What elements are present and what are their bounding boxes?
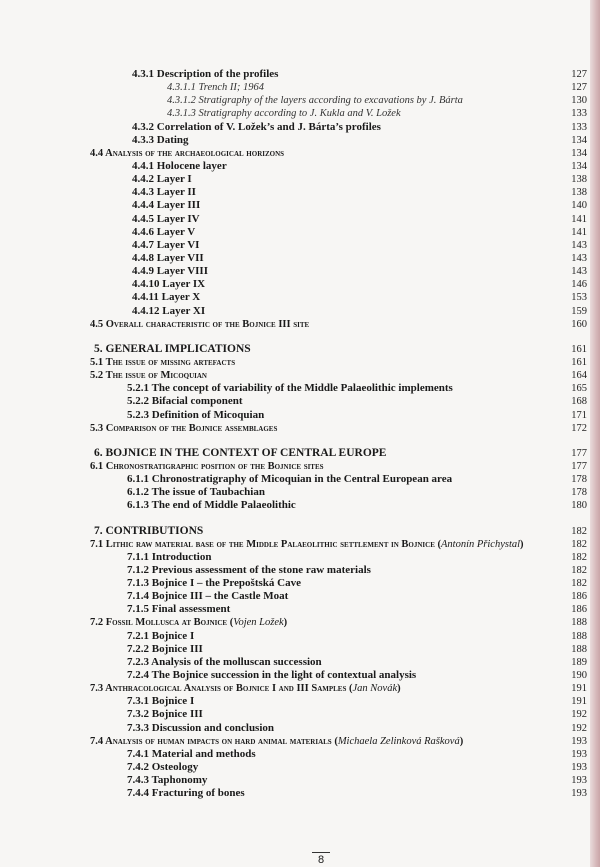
toc-entry-number: 6.1.2 (127, 486, 149, 499)
toc-entry (0, 603, 590, 616)
toc-entry-number: 5.2.2 (127, 395, 149, 408)
toc-entry-number: 4.4.5 (132, 212, 154, 225)
toc-entry-text: Definition of Micoquian (151, 408, 265, 421)
toc-entry-title (127, 748, 256, 761)
toc-entry (0, 395, 590, 408)
toc-entry-title (90, 460, 324, 473)
toc-entry (0, 226, 590, 239)
toc-entry (0, 643, 590, 656)
toc-entry-page: 192 (571, 722, 587, 734)
toc-entry-title (127, 761, 198, 774)
toc-entry-title (127, 486, 265, 499)
toc-entry-page: 127 (571, 69, 587, 80)
toc-entry-text: Dating (156, 133, 189, 146)
toc-entry-number: 7.3.3 (127, 721, 149, 734)
toc-entry-title (90, 147, 284, 160)
toc-entry-number: 4.4.4 (132, 199, 154, 212)
toc-entry-page: 186 (571, 604, 587, 616)
toc-entry-title (127, 695, 194, 708)
toc-entry (0, 525, 590, 538)
toc-entry-text: The issue of Micoquian (105, 370, 207, 382)
toc-entry-title (127, 774, 207, 787)
toc-entry-text: Trench II; 1964 (198, 82, 265, 94)
toc-entry (0, 186, 590, 199)
toc-entry-title (127, 603, 230, 616)
toc-entry-number: 6. (94, 446, 103, 459)
toc-entry (0, 656, 590, 669)
toc-entry (0, 278, 590, 291)
toc-entry-title (127, 669, 416, 682)
toc-entry-title (127, 564, 371, 577)
toc-entry-number: 4.3.1.3 (167, 108, 196, 120)
toc-entry-page: 161 (571, 356, 587, 368)
toc-entry-text: Overall characteristic of the Bojnice III site (105, 318, 310, 330)
toc-entry-title (90, 356, 235, 369)
toc-entry-page: 143 (571, 252, 587, 264)
toc-entry-page: 182 (571, 564, 587, 576)
toc-entry-number: 5.2 (90, 370, 104, 382)
toc-entry-number: 4.3.1.1 (167, 82, 196, 94)
toc-entry-page: 141 (571, 226, 587, 238)
toc-entry-page: 153 (571, 292, 587, 304)
toc-entry-page: 138 (571, 187, 587, 199)
toc-entry-title: 7.4 Analysis of human impacts on hard animal materials (Michaela Zelinková Rašková) (90, 735, 464, 747)
toc-entry-title (127, 395, 243, 408)
toc-entry (0, 265, 590, 278)
toc-entry-number: 5.3 (90, 422, 104, 434)
toc-entry-number: 7.4.3 (127, 774, 149, 787)
toc-entry (0, 564, 590, 577)
toc-entry-text: Final assessment (151, 603, 231, 616)
toc-entry-number: 5. (94, 342, 103, 355)
toc-entry-title (132, 265, 208, 278)
toc-entry (0, 173, 590, 186)
toc-entry-text: CONTRIBUTIONS (105, 524, 204, 537)
toc-entry (0, 160, 590, 173)
toc-entry-number: 6.1.1 (127, 473, 149, 486)
toc-entry-page: 188 (571, 617, 587, 629)
toc-entry (0, 473, 590, 486)
toc-entry-title: 7.3 Anthracological Analysis of Bojnice I and III Samples (Jan Novák) (90, 683, 401, 695)
toc-entry-page: 180 (571, 500, 587, 512)
toc-entry-page: 190 (571, 670, 587, 682)
toc-entry-page: 164 (571, 370, 587, 382)
toc-entry-title (167, 94, 463, 107)
toc-entry (0, 356, 590, 369)
toc-entry-text: Discussion and conclusion (151, 721, 275, 734)
toc-entry (0, 147, 590, 160)
toc-entry-number: 4.3.3 (132, 133, 154, 146)
toc-entry-page: 138 (571, 174, 587, 186)
toc-entry (0, 616, 590, 629)
toc-entry (0, 590, 590, 603)
toc-entry-title (132, 134, 189, 147)
toc-entry-title (127, 409, 264, 422)
toc-entry-title (132, 252, 204, 265)
toc-entry-text: Fossil Mollusca at Bojnice (105, 617, 228, 629)
toc-entry-author: Michaela Zelinková Rašková (337, 735, 460, 747)
toc-entry-text: Layer VI (156, 238, 200, 251)
toc-entry-page: 143 (571, 239, 587, 251)
toc-entry-page: 161 (571, 343, 587, 355)
toc-entry-page: 141 (571, 213, 587, 225)
toc-entry-page: 193 (571, 735, 587, 747)
toc-entry (0, 134, 590, 147)
toc-entry-title (132, 305, 205, 318)
toc-entry-number: 4.3.1 (132, 68, 154, 80)
toc-entry-text: Bojnice III (151, 642, 203, 655)
toc-entry-title (94, 343, 251, 356)
toc-entry-number: 4.4 (90, 147, 104, 159)
toc-entry-title (132, 291, 200, 304)
toc-entry-text: Chronostratigraphic position of the Bojnice sites (105, 460, 324, 472)
toc-entry-title (167, 107, 401, 120)
toc-entry-text: Layer I (156, 173, 192, 186)
toc-entry (0, 669, 590, 682)
toc-entry-text: Layer VII (156, 251, 204, 264)
toc-entry-page: 133 (571, 121, 587, 133)
toc-entry-number: 4.3.2 (132, 120, 154, 133)
toc-entry-title (94, 447, 386, 460)
toc-entry-title (132, 173, 192, 186)
toc-entry-page: 193 (571, 762, 587, 774)
toc-entry-text: The concept of variability of the Middle Palaeolithic implements (151, 382, 453, 395)
table-of-contents (0, 68, 590, 800)
toc-entry-page: 191 (571, 696, 587, 708)
toc-entry-text: Layer III (156, 199, 201, 212)
toc-entry-title (132, 278, 205, 291)
toc-entry-number: 7.2.2 (127, 642, 149, 655)
toc-entry-text: Taphonomy (151, 774, 208, 787)
toc-entry (0, 305, 590, 318)
toc-entry-text: Material and methods (151, 747, 256, 760)
toc-entry-page: 140 (571, 200, 587, 212)
toc-entry-number: 4.4.10 (132, 278, 160, 291)
toc-entry-author: Antonín Přichystal (441, 538, 521, 550)
toc-entry-title (132, 239, 199, 252)
toc-entry (0, 538, 590, 551)
toc-entry-number: 7.2.3 (127, 655, 149, 668)
toc-entry-text: The end of Middle Palaeolithic (151, 499, 296, 512)
toc-entry-text: Previous assessment of the stone raw materials (151, 563, 371, 576)
toc-entry-text: Stratigraphy according to J. Kukla and V. Ložek (198, 108, 401, 120)
toc-entry-page: 130 (571, 95, 587, 107)
toc-entry-page: 193 (571, 748, 587, 760)
toc-entry (0, 682, 590, 695)
toc-entry-title (127, 577, 301, 590)
toc-entry-text: Layer IX (162, 278, 206, 291)
toc-entry-page: 182 (571, 551, 587, 563)
toc-entry (0, 343, 590, 356)
toc-entry-text: The Bojnice succession in the light of contextual analysis (151, 669, 417, 682)
toc-entry (0, 722, 590, 735)
toc-entry-text: Bojnice III (151, 708, 203, 721)
book-binding-edge (590, 0, 600, 867)
toc-entry-number: 7.1.3 (127, 577, 149, 590)
toc-entry-page: 160 (571, 318, 587, 330)
toc-entry-number: 5.1 (90, 356, 104, 368)
toc-entry-text: Holocene layer (156, 159, 227, 172)
toc-entry (0, 551, 590, 564)
toc-entry-number: 7.4.1 (127, 747, 149, 760)
toc-entry-text: Lithic raw material base of the Middle Palaeolithic settlement in Bojnice (105, 538, 435, 550)
toc-entry-title (90, 422, 277, 435)
toc-entry (0, 213, 590, 226)
toc-entry-title (132, 199, 200, 212)
toc-entry-number: 5.2.3 (127, 408, 149, 421)
toc-entry (0, 486, 590, 499)
toc-entry-number: 7.4 (90, 735, 104, 747)
toc-entry-text: The issue of missing artefacts (105, 356, 236, 368)
toc-entry-number: 4.4.2 (132, 173, 154, 186)
toc-entry (0, 422, 590, 435)
toc-entry-page: 192 (571, 709, 587, 721)
toc-entry-title (127, 643, 203, 656)
toc-entry-title (127, 551, 211, 564)
toc-entry-author: Jan Novák (352, 683, 398, 695)
toc-entry (0, 94, 590, 107)
toc-entry-number: 7.3.1 (127, 695, 149, 708)
toc-entry-number: 4.3.1.2 (167, 95, 196, 107)
toc-entry-text: Bojnice I (151, 695, 195, 708)
toc-entry-number: 6.1.3 (127, 499, 149, 512)
toc-entry-title (132, 213, 200, 226)
toc-entry-number: 4.4.9 (132, 265, 154, 278)
toc-entry (0, 252, 590, 265)
toc-entry-page: 165 (571, 383, 587, 395)
toc-entry-number: 4.4.12 (132, 304, 160, 317)
toc-entry (0, 68, 590, 81)
toc-entry-title (90, 369, 207, 382)
toc-entry-page: 182 (571, 578, 587, 590)
toc-entry-text: Bifacial component (151, 395, 243, 408)
toc-entry (0, 748, 590, 761)
toc-entry-page: 133 (571, 108, 587, 120)
toc-entry (0, 447, 590, 460)
toc-entry (0, 291, 590, 304)
toc-entry-title (127, 722, 274, 735)
toc-entry-page: 177 (571, 447, 587, 459)
toc-entry-text: Description of the profiles (156, 68, 279, 80)
toc-entry (0, 318, 590, 331)
toc-entry-number: 5.2.1 (127, 382, 149, 395)
toc-entry-page: 186 (571, 591, 587, 603)
toc-entry-number: 7.1.2 (127, 563, 149, 576)
toc-entry (0, 107, 590, 120)
toc-entry-number: 4.5 (90, 318, 104, 330)
toc-entry-number: 4.4.1 (132, 159, 154, 172)
toc-entry-page: 146 (571, 279, 587, 291)
toc-entry-title (132, 160, 227, 173)
toc-entry (0, 735, 590, 748)
toc-entry-number: 7. (94, 524, 103, 537)
toc-entry-number: 7.2.1 (127, 629, 149, 642)
toc-entry-page: 182 (571, 538, 587, 550)
toc-entry-page: 178 (571, 487, 587, 499)
toc-entry (0, 577, 590, 590)
toc-entry-number: 4.4.8 (132, 251, 154, 264)
toc-entry-text: Introduction (151, 550, 212, 563)
toc-entry-text: Stratigraphy of the layers according to excavations by J. Bárta (198, 95, 463, 107)
toc-entry-text: The issue of Taubachian (151, 486, 265, 499)
toc-entry (0, 199, 590, 212)
toc-entry-text: Chronostratigraphy of Micoquian in the Central European area (151, 473, 453, 486)
toc-entry-title (90, 318, 309, 331)
toc-entry-title (127, 708, 203, 721)
toc-entry (0, 708, 590, 721)
toc-entry-text: Bojnice I – the Prepoštská Cave (151, 577, 301, 590)
toc-entry-number: 4.4.6 (132, 225, 154, 238)
toc-entry-text: Layer V (156, 225, 196, 238)
toc-entry (0, 460, 590, 473)
toc-entry-page: 134 (571, 160, 587, 172)
toc-entry-title (127, 473, 452, 486)
toc-entry-title: 7.2 Fossil Mollusca at Bojnice (Vojen Ložek) (90, 617, 288, 629)
page-number: 8 (312, 852, 330, 867)
toc-entry-number: 7.4.2 (127, 761, 149, 774)
toc-entry (0, 121, 590, 134)
toc-entry-text: GENERAL IMPLICATIONS (105, 342, 251, 355)
toc-entry-page: 193 (571, 775, 587, 787)
toc-entry-page: 171 (571, 409, 587, 421)
toc-entry-page: 177 (571, 460, 587, 472)
toc-entry-text: Analysis of the molluscan succession (151, 655, 322, 668)
toc-entry-number: 7.2 (90, 617, 104, 629)
toc-entry-text: Osteology (151, 761, 199, 774)
toc-entry-page: 193 (571, 788, 587, 800)
toc-entry-page: 134 (571, 147, 587, 159)
toc-entry (0, 499, 590, 512)
toc-entry (0, 81, 590, 94)
toc-entry-page: 168 (571, 396, 587, 408)
toc-entry-page: 182 (571, 525, 587, 537)
toc-entry-text: Layer II (156, 186, 196, 199)
toc-entry-number: 4.4.11 (132, 291, 159, 304)
toc-entry-title (132, 68, 278, 81)
toc-entry (0, 369, 590, 382)
toc-entry-title (127, 787, 245, 800)
toc-entry-number: 4.4.7 (132, 238, 154, 251)
toc-entry-number: 7.1 (90, 538, 104, 550)
toc-entry (0, 409, 590, 422)
toc-entry (0, 774, 590, 787)
toc-entry-number: 7.3.2 (127, 708, 149, 721)
toc-entry-title (127, 590, 288, 603)
toc-entry (0, 382, 590, 395)
toc-entry-page: 188 (571, 643, 587, 655)
toc-entry-title (127, 382, 453, 395)
toc-entry-title (127, 499, 296, 512)
toc-entry (0, 761, 590, 774)
toc-entry-text: Anthracological Analysis of Bojnice I and III Samples (105, 683, 347, 695)
toc-entry-page: 178 (571, 474, 587, 486)
toc-entry-text: Bojnice I (151, 629, 195, 642)
toc-entry-text: BOJNICE IN THE CONTEXT OF CENTRAL EUROPE (105, 446, 387, 459)
toc-entry-text: Analysis of the archaeological horizons (105, 147, 285, 159)
toc-entry-number: 6.1 (90, 460, 104, 472)
toc-entry-page: 172 (571, 422, 587, 434)
toc-entry-text: Layer XI (162, 304, 206, 317)
toc-entry-text: Comparison of the Bojnice assemblages (105, 422, 278, 434)
toc-entry (0, 239, 590, 252)
toc-entry-title: 7.1 Lithic raw material base of the Middle Palaeolithic settlement in Bojnice (Antonín Přichystal) (90, 538, 524, 550)
toc-entry-number: 7.1.5 (127, 603, 149, 616)
toc-entry-title (127, 656, 322, 669)
toc-entry (0, 787, 590, 800)
toc-entry-page: 143 (571, 266, 587, 278)
toc-entry-text: Layer X (161, 291, 201, 304)
toc-entry-page: 127 (571, 82, 587, 94)
toc-entry-number: 7.2.4 (127, 669, 149, 682)
toc-entry-title (132, 121, 381, 134)
toc-entry-number: 4.4.3 (132, 186, 154, 199)
toc-entry-text: Bojnice III – the Castle Moat (151, 590, 289, 603)
toc-entry-page: 134 (571, 134, 587, 146)
toc-entry-page: 188 (571, 630, 587, 642)
toc-entry-title (132, 226, 195, 239)
toc-entry (0, 695, 590, 708)
toc-entry-title (127, 630, 194, 643)
toc-entry-number: 7.4.4 (127, 787, 149, 800)
toc-entry (0, 630, 590, 643)
toc-entry-title (167, 81, 264, 94)
toc-entry-text: Layer IV (156, 212, 200, 225)
toc-entry-title (94, 525, 203, 538)
toc-entry-title (132, 186, 196, 199)
toc-entry-author: Vojen Ložek (233, 617, 284, 629)
toc-entry-text: Analysis of human impacts on hard animal materials (105, 735, 332, 747)
toc-entry-page: 159 (571, 305, 587, 317)
toc-entry-text: Fracturing of bones (151, 787, 245, 800)
toc-entry-text: Layer VIII (156, 265, 208, 278)
toc-entry-number: 7.3 (90, 683, 104, 695)
toc-entry-page: 189 (571, 656, 587, 668)
toc-entry-page: 191 (571, 683, 587, 695)
toc-entry-number: 7.1.1 (127, 550, 149, 563)
toc-entry-text: Correlation of V. Ložek’s and J. Bárta’s profiles (156, 120, 381, 133)
toc-entry-number: 7.1.4 (127, 590, 149, 603)
